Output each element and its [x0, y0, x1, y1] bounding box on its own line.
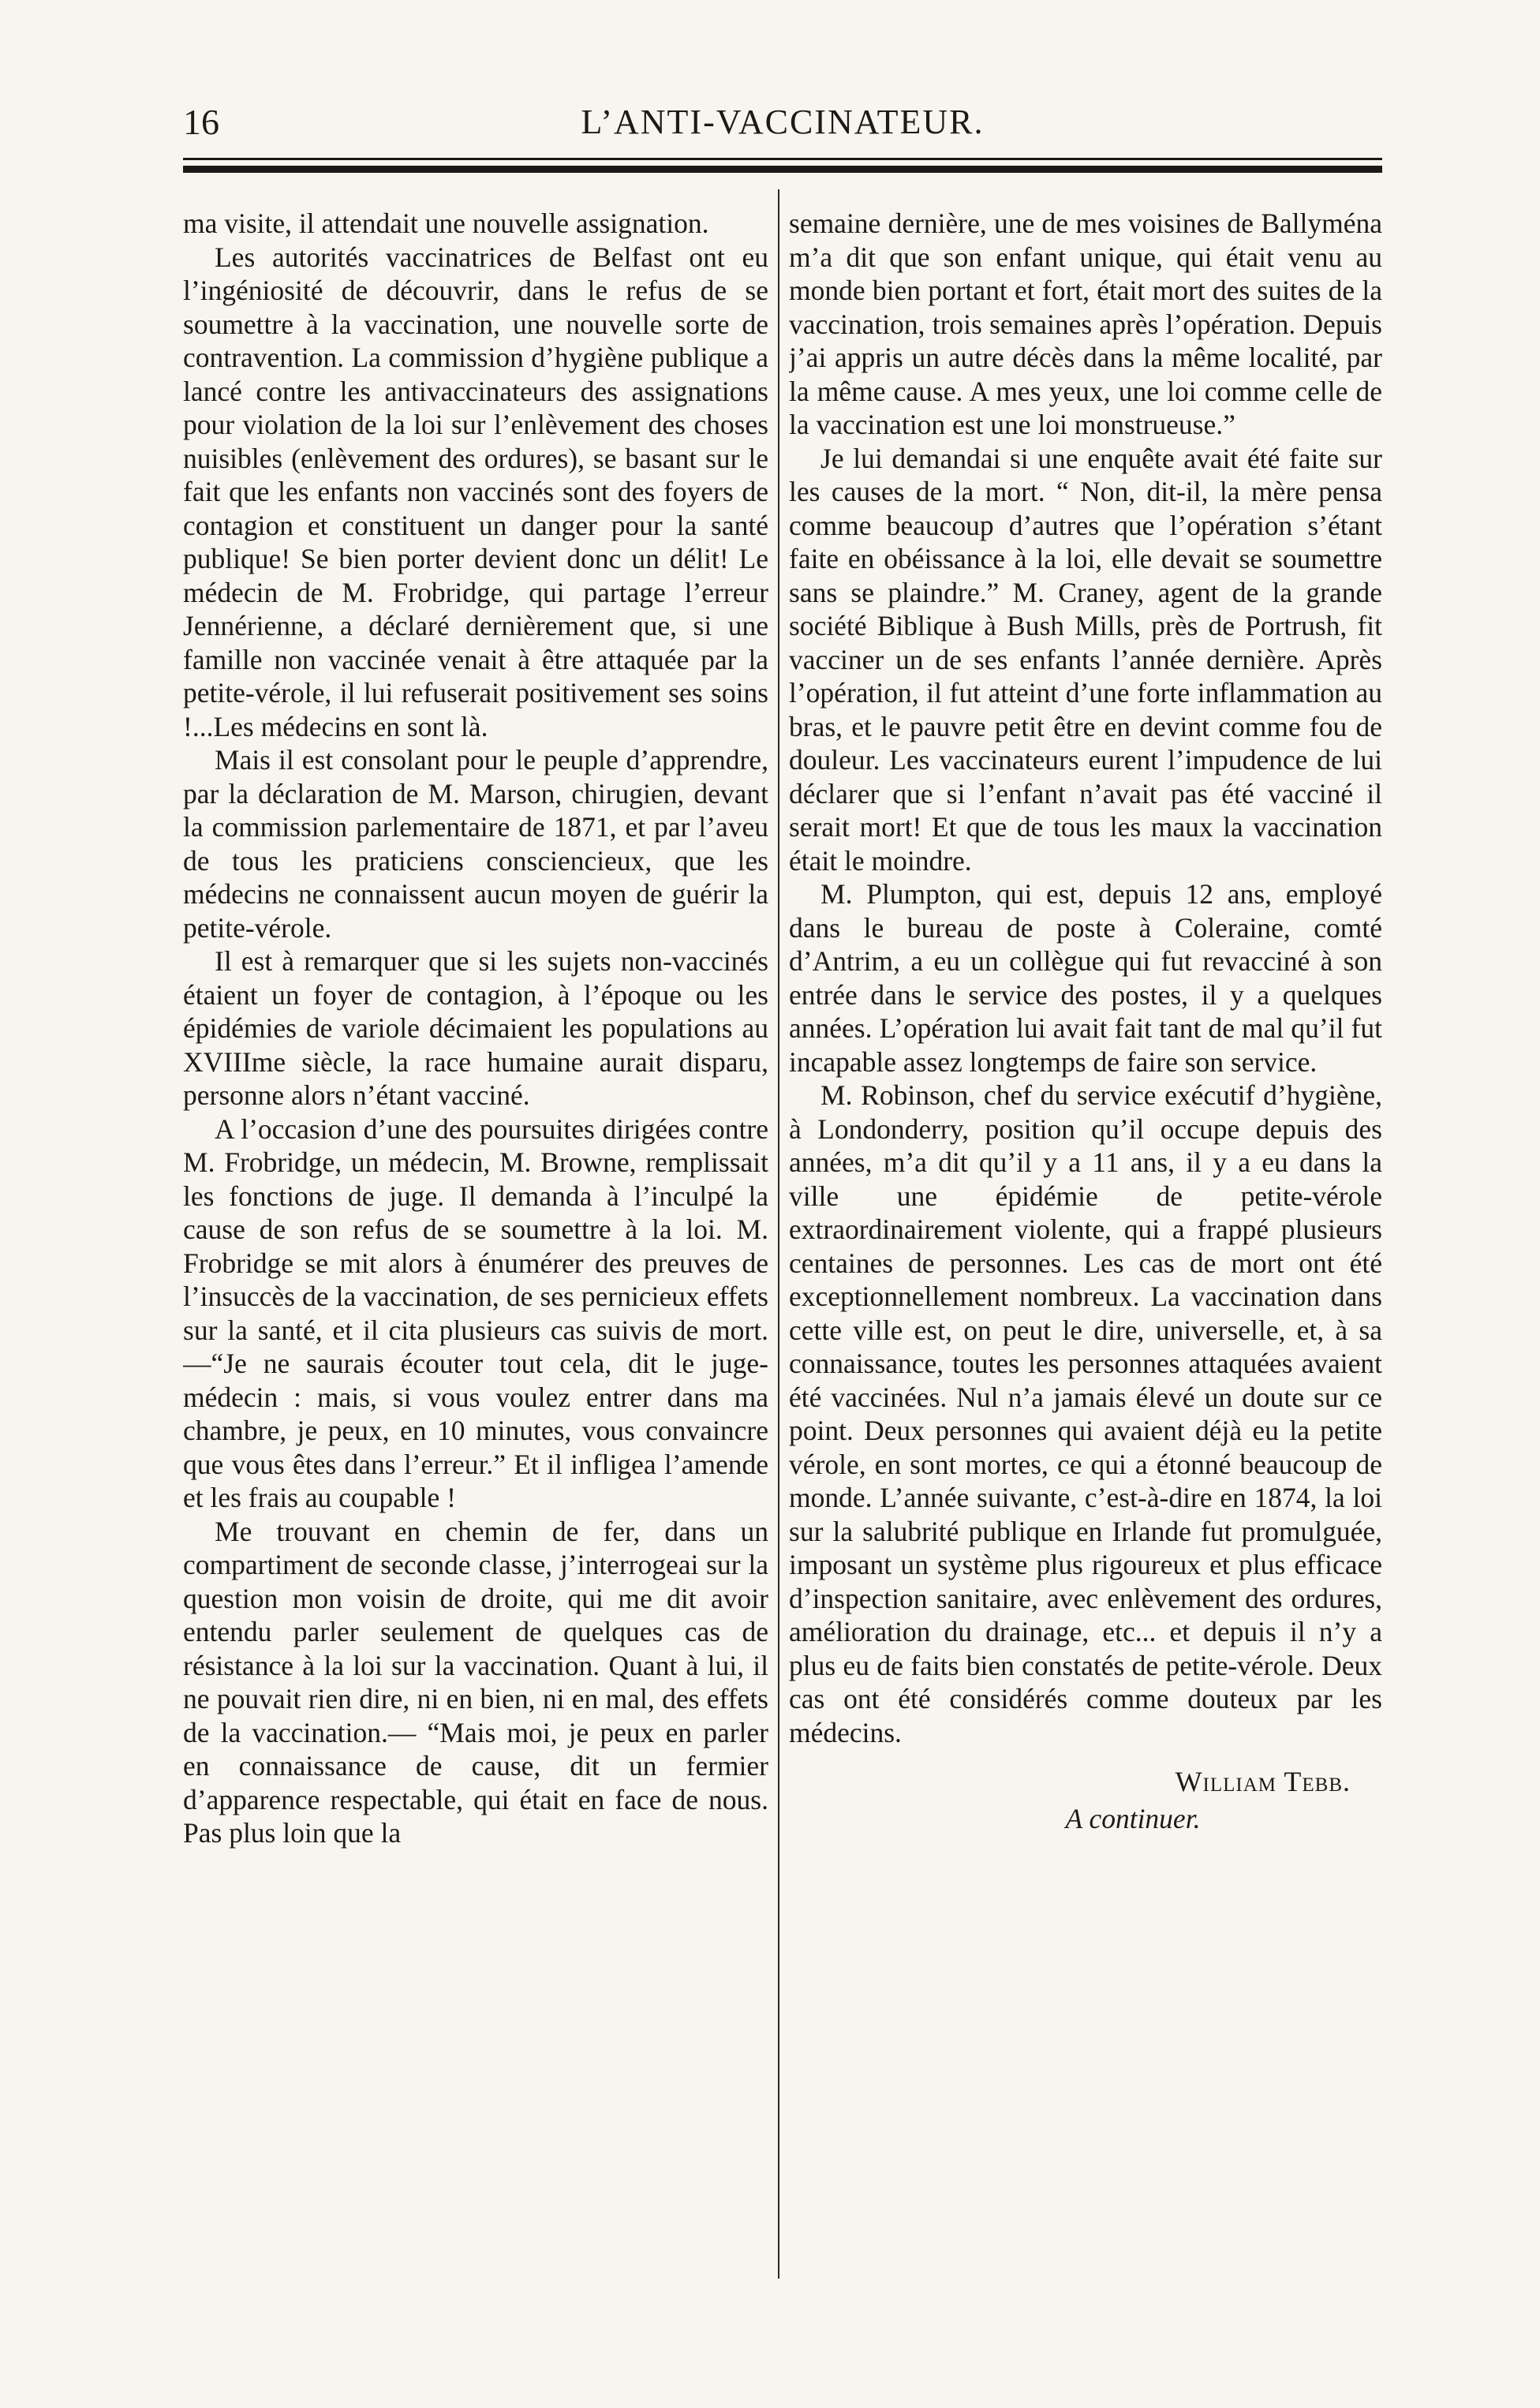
paragraph: Je lui demandai si une enquête avait été faite sur les causes de la mort. “ Non, dit-il, la mère pensa comme beaucoup d’autres que l’opération s’étant faite en obéissance à la loi, elle devait se soumettre sans se plaindre.” M. Craney, agent de la grande société Biblique à Bush Mills, près de Portrush, fit vacciner un de ses enfants l’année dernière. Après l’opération, il fut atteint d’une forte inflammation au bras, et le pauvre petit être en devint comme fou de douleur. Les vaccinateurs eurent l’impudence de lui déclarer que si l’enfant n’avait pas été vacciné il serait mort! Et que de tous les maux la vaccination était le moindre. — [789, 442, 1382, 877]
paragraph: semaine dernière, une de mes voisines de Ballyména m’a dit que son enfant unique, qui était venu au monde bien portant et fort, était mort des suites de la vaccination, trois semaines après l’opération. Depuis j’ai appris un autre décès dans la même localité, par la même cause. A mes yeux, une loi comme celle de la vaccination est une loi monstrueuse.” — [789, 208, 1382, 440]
author-signature: William Tebb. — [1175, 1766, 1351, 1797]
paragraph: Mais il est consolant pour le peuple d’apprendre, par la déclaration de M. Marson, chirugien, devant la commission parlementaire de 1871, et par l’aveu de tous les praticiens consciencieux, que les médecins ne connaissent aucun moyen de guérir la petite-vérole. — [183, 744, 768, 944]
column-divider — [778, 189, 779, 2279]
paragraph: A l’occasion d’une des poursuites dirigées contre M. Frobridge, un médecin, M. Browne, remplissait les fonctions de juge. Il demanda à l’inculpé la cause de son refus de se soumettre à la loi. M. Frobridge se mit alors à énumérer des preuves de l’insuccès de la vaccination, de ses pernicieux effets sur la santé, et il cita plusieurs cas suivis de mort.—“Je ne saurais écouter tout cela, dit le juge-médecin : mais, si vous voulez entrer dans ma chambre, je peux, en 10 minutes, vous convaincre que vous êtes dans l’erreur.” Et il infligea l’amende et les frais au coupable ! — [183, 1112, 768, 1513]
paragraph: M. Plumpton, qui est, depuis 12 ans, employé dans le bureau de poste à Coleraine, comté d’Antrim, a eu un collègue qui fut revacciné à son entrée dans le service des postes, il y a quelques années. L’opération lui avait fait tant de mal qu’il fut incapable assez longtemps de faire son service. — [789, 878, 1382, 1078]
paragraph: ma visite, il attendait une nouvelle assignation. — [183, 208, 709, 239]
header-rules — [183, 158, 1382, 173]
continued-note: A continuer. — [1065, 1802, 1201, 1834]
header-rule-thin — [183, 158, 1382, 160]
paragraph: Il est à remarquer que si les sujets non-vaccinés étaient un foyer de contagion, à l’époque ou les épidémies de variole décimaient les populations au XVIIIme siècle, la race humaine aurait disparu, personne alors n’étant vacciné. — [183, 945, 768, 1111]
header-rule-thick — [183, 166, 1382, 173]
page-header — [183, 95, 1382, 142]
paragraph: M. Robinson, chef du service exécutif d’hygiène, à Londonderry, position qu’il occupe depuis des années, m’a dit qu’il y a 11 ans, il y a eu dans la ville une épidémie de petite-vérole extraordinairement violente, qui a frappé plusieurs centaines de personnes. Les cas de mort ont été exceptionnellement nombreux. La vaccination dans cette ville est, on peut le dire, universelle, et, à sa connaissance, toutes les personnes attaquées avaient été vaccinées. Nul n’a jamais élevé un doute sur ce point. Deux personnes qui avaient déjà eu la petite vérole, en sont mortes, ce qui a étonné beaucoup de monde. L’année suivante, c’est-à-dire en 1874, la loi sur la salubrité publique en Irlande fut promulguée, imposant un système plus rigoureux et plus efficace d’inspection sanitaire, avec enlèvement des ordures, amélioration du drainage, etc... et depuis il n’y a plus eu de faits bien constatés de petite-vérole. Deux cas ont été considérés comme douteux par les médecins. — [789, 1079, 1382, 1748]
paragraph: Les autorités vaccinatrices de Belfast ont eu l’ingéniosité de découvrir, dans le refus de se soumettre à la vaccination, une nouvelle sorte de contravention. La commission d’hygiène publique a lancé contre les antivaccinateurs des assignations pour violation de la loi sur l’enlèvement des choses nuisibles (enlèvement des ordures), se basant sur le fait que les enfants non vaccinés sont des foyers de contagion et constituent un danger pour la santé publique! Se bien porter devient donc un délit! Le médecin de M. Frobridge, qui partage l’erreur Jennérienne, a déclaré dernièrement que, si une famille non vaccinée venait à être attaquée par la petite-vérole, il lui refuserait positivement ses soins !...Les médecins en sont là. — [183, 241, 768, 742]
running-title: L’ANTI-VACCINATEUR. — [581, 103, 985, 141]
left-column — [183, 207, 768, 2258]
right-column — [789, 207, 1382, 2258]
paragraph: Me trouvant en chemin de fer, dans un compartiment de seconde classe, j’interrogeai sur la question mon voisin de droite, qui me dit avoir entendu parler seulement de quelques cas de résistance à la loi sur la vaccination. Quant à lui, il ne pouvait rien dire, ni en bien, ni en mal, des effets de la vaccination.— “Mais moi, je peux en parler en connaissance de cause, dit un fermier d’apparence respectable, qui était en face de nous. Pas plus loin que la — [183, 1515, 768, 1849]
page-number: 16 — [183, 102, 219, 142]
